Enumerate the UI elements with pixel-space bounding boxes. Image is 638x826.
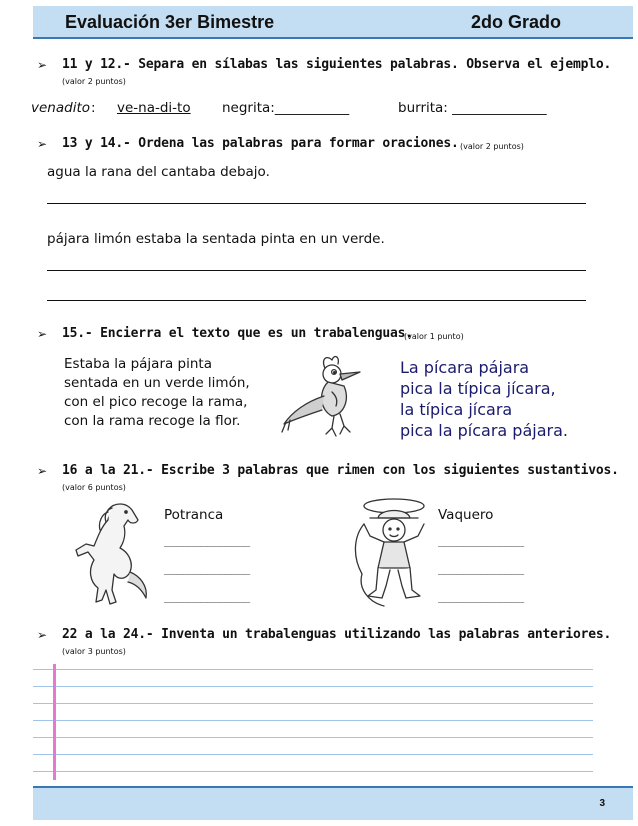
header-title: Evaluación 3er Bimestre — [65, 12, 275, 32]
margin-line — [53, 664, 56, 780]
text-option-1[interactable] — [64, 355, 250, 431]
word-negrita: negrita:___________ — [222, 100, 350, 116]
question-11-12-value: (valor 2 puntos) — [62, 77, 126, 86]
text-option-2-line: pica la pícara pájara. — [400, 421, 568, 440]
answer-line[interactable] — [47, 203, 586, 204]
bullet-icon: ➢ — [37, 58, 48, 72]
answer-line[interactable] — [47, 270, 586, 271]
rhyme-blank[interactable]: ______________ — [164, 562, 250, 575]
question-22-24-value: (valor 3 puntos) — [62, 647, 126, 656]
text-option-1-line: con la rama recoge la flor. — [64, 413, 241, 429]
example-answer: ve-na-di-to — [117, 100, 191, 116]
text-option-2-line: La pícara pájara — [400, 358, 530, 377]
bullet-icon: ➢ — [37, 628, 48, 642]
writing-area[interactable] — [33, 664, 593, 780]
word-vaquero: Vaquero — [438, 507, 494, 523]
answer-line[interactable] — [47, 300, 586, 301]
bird-illustration — [280, 352, 392, 444]
ruled-line — [33, 737, 593, 738]
text-option-1-line: con el pico recoge la rama, — [64, 394, 248, 410]
ruled-line — [33, 720, 593, 721]
rhyme-blank[interactable]: ______________ — [164, 534, 250, 547]
scrambled-sentence-1: agua la rana del cantaba debajo. — [47, 164, 270, 180]
example-word: venadito — [31, 100, 90, 116]
rhyme-blank[interactable]: ______________ — [438, 534, 524, 547]
text-option-2[interactable] — [400, 357, 568, 441]
rhyme-blank[interactable]: ______________ — [438, 590, 524, 603]
question-22-24-title: 22 a la 24.- Inventa un trabalenguas utilizando las palabras anteriores. — [62, 627, 612, 642]
scrambled-sentence-2: pájara limón estaba la sentada pinta en un verde. — [47, 231, 385, 247]
ruled-line — [33, 669, 593, 670]
page-header — [33, 6, 633, 39]
question-15-value: (valor 1 punto) — [404, 332, 464, 341]
page-footer — [33, 786, 633, 820]
question-11-12-title: 11 y 12.- Separa en sílabas las siguientes palabras. Observa el ejemplo. — [62, 57, 612, 72]
text-option-1-line: sentada en un verde limón, — [64, 375, 250, 391]
word-burrita: burrita: ______________ — [398, 100, 547, 116]
bullet-icon: ➢ — [37, 464, 48, 478]
question-15-title: 15.- Encierra el texto que es un trabalenguas. — [62, 326, 413, 341]
horse-illustration — [68, 500, 160, 610]
text-option-1-line: Estaba la pájara pinta — [64, 356, 212, 372]
ruled-line — [33, 686, 593, 687]
page-number: 3 — [599, 798, 605, 809]
bullet-icon: ➢ — [37, 327, 48, 341]
word-potranca: Potranca — [164, 507, 224, 523]
question-13-14-title: 13 y 14.- Ordena las palabras para formar oraciones. — [62, 136, 459, 151]
bullet-icon: ➢ — [37, 137, 48, 151]
example-separator: : — [91, 100, 96, 116]
header-grade: 2do Grado — [471, 12, 562, 32]
question-13-14-value: (valor 2 puntos) — [460, 142, 524, 151]
ruled-line — [33, 703, 593, 704]
question-16-21-value: (valor 6 puntos) — [62, 483, 126, 492]
rhyme-blank[interactable]: ______________ — [438, 562, 524, 575]
ruled-line — [33, 754, 593, 755]
ruled-line — [33, 771, 593, 772]
cowboy-illustration — [348, 496, 438, 612]
text-option-2-line: pica la típica jícara, — [400, 379, 556, 398]
question-16-21-title: 16 a la 21.- Escribe 3 palabras que rimen con los siguientes sustantivos. — [62, 463, 619, 478]
rhyme-blank[interactable]: ______________ — [164, 590, 250, 603]
text-option-2-line: la típica jícara — [400, 400, 513, 419]
